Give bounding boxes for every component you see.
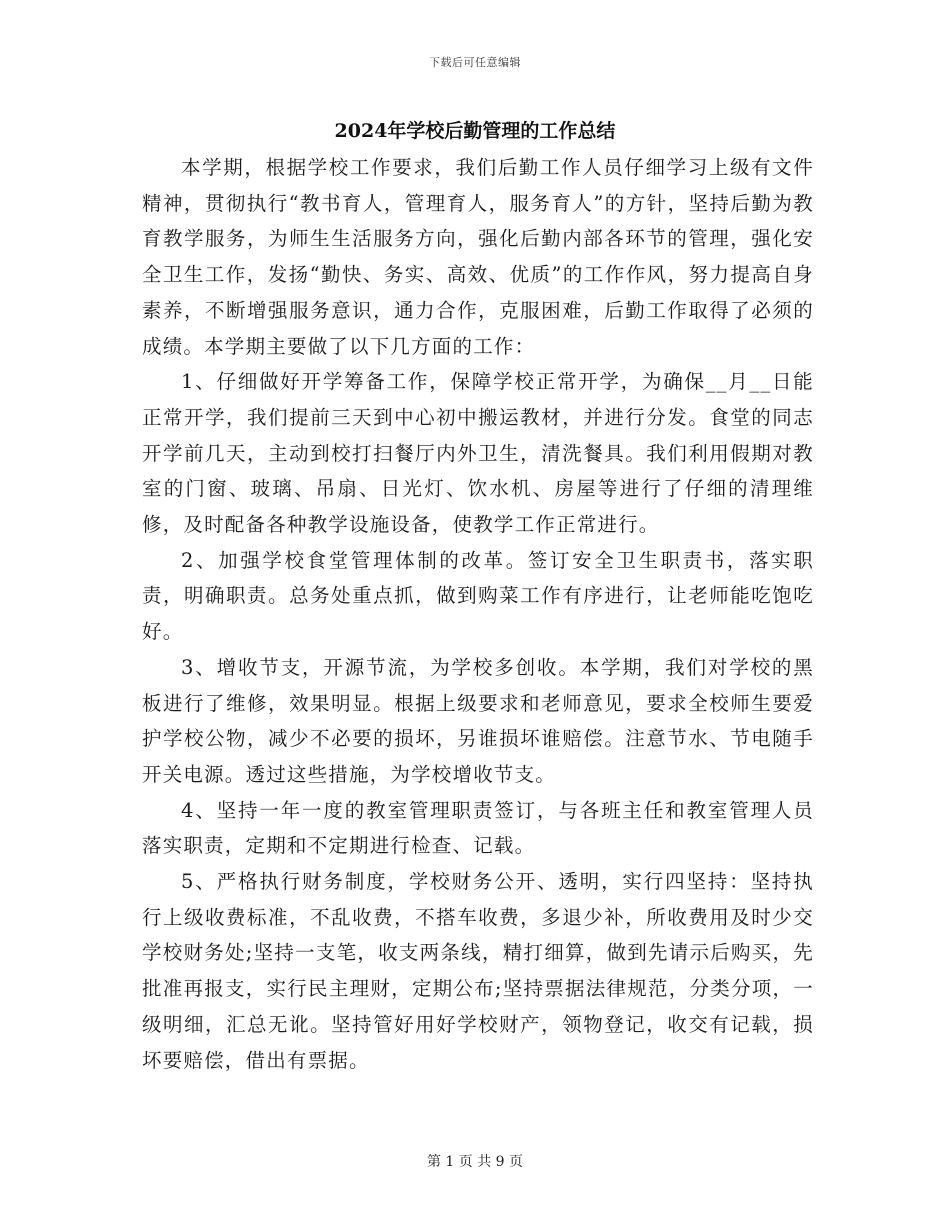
document-body: [142, 150, 814, 1078]
paragraph-intro: 本学期，根据学校工作要求，我们后勤工作人员仔细学习上级有文件精神，贯彻执行“教书育人，管理育人，服务育人”的方针，坚持后勤为教育教学服务，为师生生活服务方向，强化后勤内部各环节的管理，强化安全卫生工作，发扬“勤快、务实、高效、优质”的工作作风，努力提高自身素养，不断增强服务意识，通力合作，克服困难，后勤工作取得了必须的成绩。本学期主要做了以下几方面的工作：: [142, 156, 814, 358]
paragraph-item-3: 3、增收节支，开源节流，为学校多创收。本学期，我们对学校的黑板进行了维修，效果明显。根据上级要求和老师意见，要求全校师生要爱护学校公物，减少不必要的损坏，另谁损坏谁赔偿。注意节水、节电随手开关电源。透过这些措施，为学校增收节支。: [142, 655, 814, 786]
paragraph-item-4: 4、坚持一年一度的教室管理职责签订，与各班主任和教室管理人员落实职责，定期和不定期进行检查、记载。: [142, 798, 814, 858]
document-title: 2024年学校后勤管理的工作总结: [334, 120, 616, 142]
paragraph-item-5: 5、严格执行财务制度，学校财务公开、透明，实行四坚持：坚持执行上级收费标准，不乱收费，不搭车收费，多退少补，所收费用及时少交学校财务处;坚持一支笔，收支两条线，精打细算，做到先请示后购买，先批准再报支，实行民主理财，定期公布;坚持票据法律规范，分类分项，一级明细，汇总无讹。坚持管好用好学校财产，领物登记，收交有记载，损坏要赔偿，借出有票据。: [142, 870, 814, 1072]
paragraph-item-2: 2、加强学校食堂管理体制的改革。签订安全卫生职责书，落实职责，明确职责。总务处重点抓，做到购菜工作有序进行，让老师能吃饱吃好。: [142, 548, 814, 644]
paragraph-item-1: 1、仔细做好开学筹备工作，保障学校正常开学，为确保__月__日能正常开学，我们提前三天到中心初中搬运教材，并进行分发。食堂的同志开学前几天，主动到校打扫餐厅内外卫生，清洗餐具。我们利用假期对教室的门窗、玻璃、吊扇、日光灯、饮水机、房屋等进行了仔细的清理维修，及时配备各种教学设施设备，使教学工作正常进行。: [142, 370, 814, 537]
page-number: 第 1 页 共 9 页: [426, 1154, 524, 1170]
header-note: 下载后可任意编辑: [429, 56, 521, 69]
